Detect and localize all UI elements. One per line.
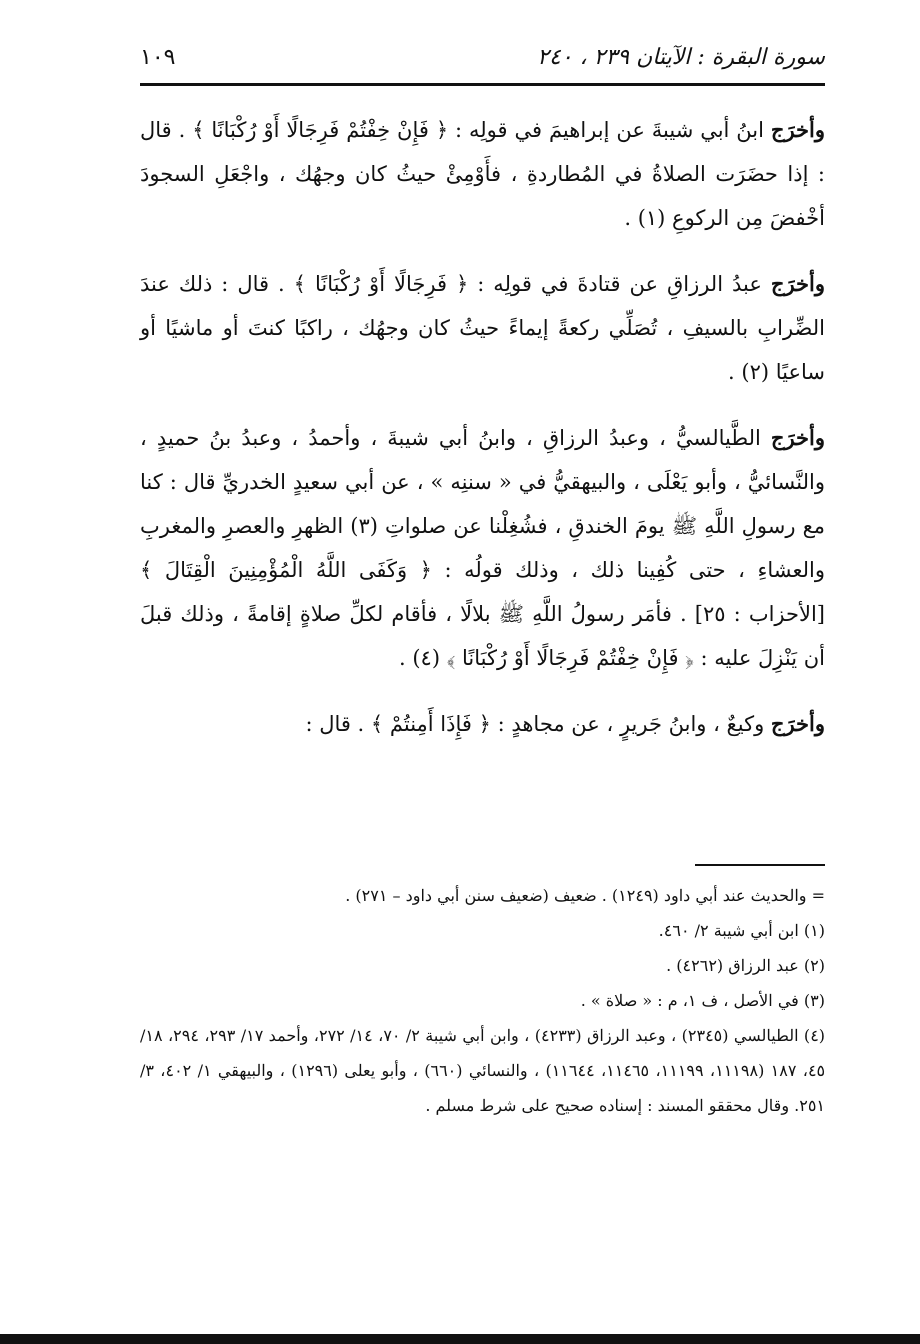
paragraph-text: ابنُ أبي شيبةَ عن إبراهيمَ في قولِه : ﴿ فَإِنْ خِفْتُمْ فَرِجَالًا أَوْ رُكْبَانًا ﴾ . قال : إذا حضَرَت الصلاةُ في المُطاردةِ ، فأَوْمِئْ حيثُ كان وجهُك ، واجْعَلِ السجودَ أخْفضَ مِن الركوعِ (١) . — [140, 118, 825, 230]
paragraph-3 — [140, 416, 825, 680]
scan-bottom-edge — [0, 1334, 920, 1344]
footnote-continued: = والحديث عند أبي داود (١٢٤٩) . ضعيف (ضعيف سنن أبي داود – ٢٧١) . — [345, 886, 825, 905]
paragraph-lead: وأخرَج — [770, 425, 825, 450]
footnote-4: (٤) الطيالسي (٢٣٤٥) ، وعبد الرزاق (٤٢٣٣) ، وابن أبي شيبة ٢/ ٧٠، ١٤/ ٢٧٢، وأحمد ١٧/ ٢٩٣، ٢٩٤، ١٨/ ٤٥، ١٨٧ (١١١٩٨، ١١١٩٩، ١١٤٦٥، ١١٦٤٤) ، والنسائي (٦٦٠) ، وأبو يعلى (١٢٩٦) ، والبيهقي ١/ ٤٠٢، ٣/ ٢٥١. وقال محققو المسند : إسناده صحيح على شرط مسلم . — [140, 1026, 826, 1115]
paragraph-lead: وأخرَج — [770, 117, 825, 142]
running-header — [140, 38, 825, 78]
paragraph-lead: وأخرَج — [770, 711, 825, 736]
paragraph-lead: وأخرَج — [770, 271, 825, 296]
footnote-1: (١) ابن أبي شيبة ٢/ ٤٦٠. — [658, 921, 825, 940]
paragraph-4 — [140, 702, 825, 746]
footnotes — [140, 878, 825, 1123]
footnote-3: (٣) في الأصل ، ف ١، م : « صلاة » . — [580, 991, 825, 1010]
main-text — [140, 108, 825, 768]
footnote-divider — [695, 864, 825, 866]
header-divider — [140, 83, 825, 86]
paragraph-text: عبدُ الرزاقِ عن قتادةَ في قولِه : ﴿ فَرِجَالًا أَوْ رُكْبَانًا ﴾ . قال : ذلك عندَ الضِّرابِ بالسيفِ ، تُصَلِّي ركعةً إيماءً حيثُ كان وجهُك ، راكبًا كنتَ أو ماشيًا أو ساعيًا (٢) . — [140, 272, 825, 384]
header-title: سورة البقرة : الآيتان ٢٣٩ ، ٢٤٠ — [537, 45, 825, 70]
footnote-2: (٢) عبد الرزاق (٤٢٦٢) . — [666, 956, 825, 975]
paragraph-text: وكيعٌ ، وابنُ جَريرٍ ، عن مجاهدٍ : ﴿ فَإِذَا أَمِنتُمْ ﴾ . قال : — [305, 712, 771, 736]
paragraph-text: الطَّيالسيُّ ، وعبدُ الرزاقِ ، وابنُ أبي شيبةَ ، وأحمدُ ، وعبدُ بنُ حميدٍ ، والنَّسائيُّ ، وأبو يَعْلَى ، والبيهقيُّ في « سننِه » ، عن أبي سعيدٍ الخدريِّ قال : كنا مع رسولِ اللَّهِ ﷺ يومَ الخندقِ ، فشُغِلْنا عن صلواتِ (٣) الظهرِ والعصرِ والمغربِ والعشاءِ ، حتى كُفِينا ذلك ، وذلك قولُه : ﴿ وَكَفَى اللَّهُ الْمُؤْمِنِينَ الْقِتَالَ ﴾ [الأحزاب : ٢٥] . فأمَر رسولُ اللَّهِ ﷺ بلالًا ، فأقام لكلِّ صلاةٍ إقامةً ، وذلك قبلَ أن يَنْزِلَ عليه : ﴿ فَإِنْ خِفْتُمْ فَرِجَالًا أَوْ رُكْبَانًا ﴾ (٤) . — [140, 426, 825, 670]
paragraph-1 — [140, 108, 825, 240]
paragraph-2 — [140, 262, 825, 394]
page-number: ١٠٩ — [140, 45, 176, 70]
